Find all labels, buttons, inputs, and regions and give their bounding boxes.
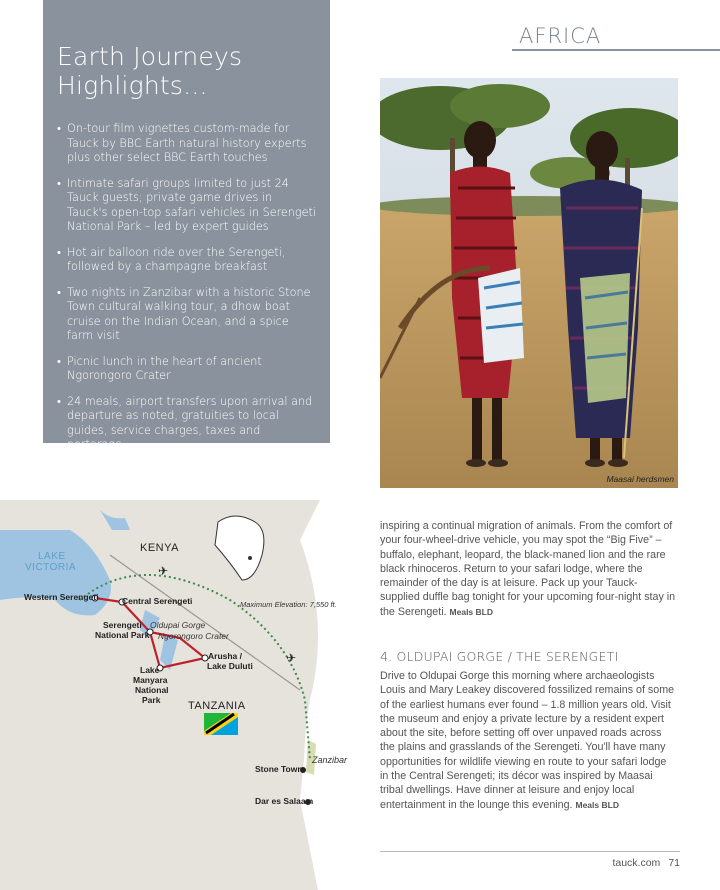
footer-page-number: 71	[668, 857, 680, 869]
label-central-serengeti: Central Serengeti	[122, 596, 193, 606]
paragraph-1-text: inspiring a continual migration of animals. From the comfort of your four-wheel-drive vehicle, you may spot the “Big Five” – buffalo, elephant, leopard, the black-maned lion and the rare black rhinoceros. Return to your safari lodge, where the remainder of the day is at leisure. Pack up your Tauck-supplied duffle bag tonight for your upcoming four-night stay in the Serengeti.	[380, 520, 676, 618]
footer-site: tauck.com	[612, 857, 661, 869]
region-heading: AFRICA	[519, 24, 602, 48]
highlight-item: • On-tour film vignettes custom-made for Tauck by BBC Earth natural history experts plus other select BBC Earth touches	[57, 122, 316, 166]
highlights-box	[43, 0, 330, 451]
footer	[612, 857, 680, 869]
label-manyara-4: Park	[142, 695, 161, 705]
svg-text:✈: ✈	[286, 651, 297, 665]
label-kenya: KENYA	[140, 542, 179, 554]
label-manyara-3: National	[135, 685, 169, 695]
label-lake-line1: LAKE	[38, 551, 66, 562]
label-dar-es-salaam: Dar es Salaam	[255, 796, 314, 806]
maasai-photo	[380, 78, 678, 488]
label-arusha-2: Lake Duluti	[207, 661, 253, 671]
meals-badge: Meals BLD	[449, 606, 493, 617]
photo-illustration	[380, 78, 678, 488]
route-map	[0, 500, 365, 890]
highlight-item: • Intimate safari groups limited to just 24 Tauck guests; private game drives in Tauck's open-top safari vehicles in Serengeti National Park – led by expert guides	[57, 177, 316, 235]
photo-caption: Maasai herdsmen	[606, 474, 674, 484]
label-serengeti-np-1: Serengeti	[103, 620, 142, 630]
highlights-title	[57, 42, 316, 100]
label-arusha-1: Arusha /	[208, 651, 243, 661]
label-manyara-1: Lake	[140, 665, 160, 675]
article-paragraph-2	[380, 669, 676, 812]
region-rule	[512, 49, 720, 51]
section-heading: 4. OLDUPAI GORGE / THE SERENGETI	[380, 649, 619, 664]
label-tanzania: TANZANIA	[188, 700, 246, 712]
highlight-item: • Two nights in Zanzibar with a historic Stone Town cultural walking tour, a dhow boat cruise on the Indian Ocean, and a spice farm visit	[57, 286, 316, 344]
label-lake-line2: VICTORIA	[25, 562, 77, 573]
label-western-serengeti: Western Serengeti	[24, 592, 99, 602]
label-serengeti-np-2: National Park	[95, 630, 150, 640]
footer-rule	[380, 851, 680, 852]
label-oldupai: Oldupai Gorge	[150, 620, 206, 630]
label-ngorongoro: Ngorongoro Crater	[158, 631, 229, 641]
highlight-item: • Picnic lunch in the heart of ancient Ngorongoro Crater	[57, 355, 316, 384]
highlight-item: • Hot air balloon ride over the Serengeti, followed by a champagne breakfast	[57, 246, 316, 275]
label-zanzibar: Zanzibar	[312, 755, 348, 765]
article-paragraph-1	[380, 519, 676, 619]
label-stone-town: Stone Town	[255, 764, 303, 774]
svg-text:✈: ✈	[158, 564, 169, 578]
label-elevation: Maximum Elevation: 7,550 ft.	[240, 600, 337, 609]
label-manyara-2: Manyara	[133, 675, 168, 685]
highlights-title-line2: Highlights...	[57, 71, 208, 100]
highlights-list	[57, 122, 316, 453]
highlights-title-line1: Earth Journeys	[57, 42, 243, 71]
paragraph-2-text: Drive to Oldupai Gorge this morning where archaeologists Louis and Mary Leakey discovered fossilized remains of some of the earliest humans ever found – 1.8 million years old. Visit the museum and enjoy a private lecture by a resident expert about the site, before setting off over unpaved roads across the plains and grasslands of the Serengeti. You'll have many opportunities for wildlife viewing en route to your safari lodge in the Central Serengeti; its décor was inspired by Maasai tribal dwellings. Have dinner at leisure and enjoy local entertainment in the lounge this evening.	[380, 670, 675, 811]
meals-badge: Meals BLD	[575, 799, 619, 810]
highlight-item: • 24 meals, airport transfers upon arrival and departure as noted, gratuities to local guides, service charges, taxes and porterage	[57, 395, 316, 453]
